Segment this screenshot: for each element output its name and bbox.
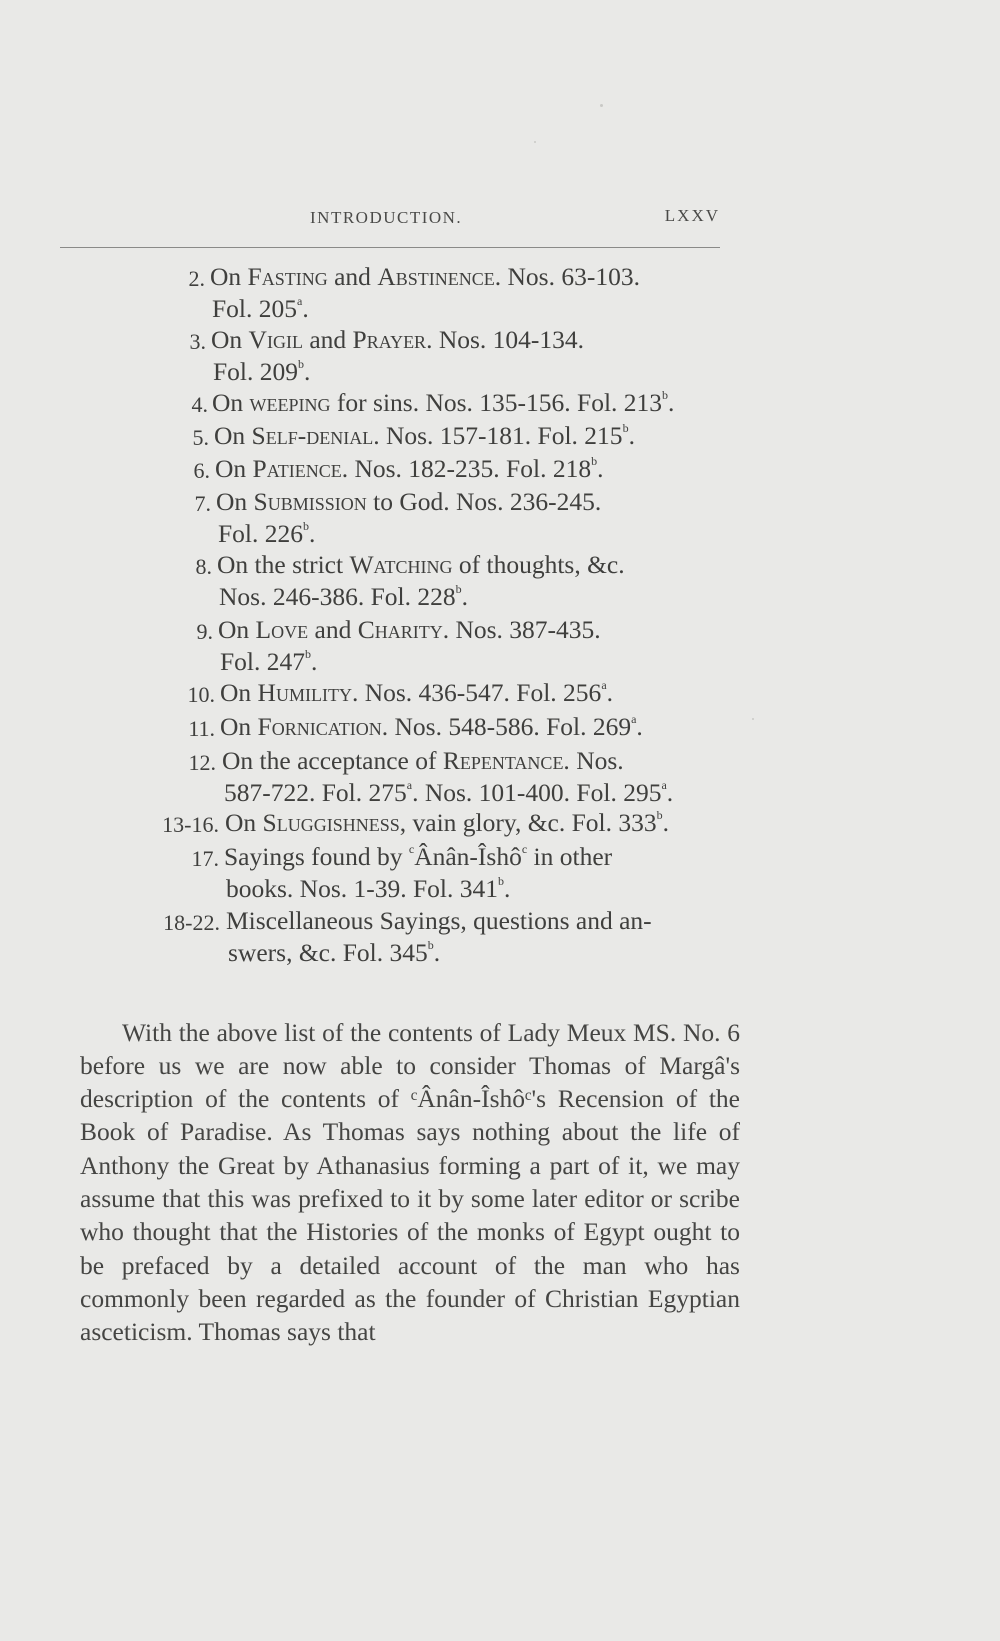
entry-text-run: On the acceptance of — [222, 746, 443, 775]
entry-text-run: . — [309, 519, 316, 548]
entry-continuation-line — [228, 936, 440, 970]
entry-number: 13-16. — [162, 812, 219, 837]
folio-superscript: b — [305, 647, 312, 661]
paper-speck — [752, 718, 754, 720]
entry-text-run: . — [606, 678, 614, 707]
entry-text-run: in other — [527, 842, 613, 871]
entry-text-run: Fol. 209 — [213, 357, 299, 386]
entry-line — [217, 548, 701, 582]
running-title: INTRODUCTION. — [310, 208, 463, 227]
entry-text-run: Nos. 548-586. Fol. 269 — [388, 712, 632, 741]
small-caps-subject: Abstinence. — [377, 262, 502, 291]
folio-superscript: a — [601, 678, 607, 692]
entry-number: 2. — [188, 266, 205, 291]
folio-superscript: a — [661, 778, 667, 792]
entry-number: 17. — [191, 846, 219, 871]
entry-text-run: and — [302, 325, 353, 354]
entry-number: 18-22. — [163, 910, 220, 935]
entry-line — [220, 710, 702, 744]
entry-text-run: Nos. — [569, 746, 624, 775]
folio-superscript: b — [498, 874, 505, 888]
entry-text-run: On — [214, 421, 252, 450]
paper-speck — [600, 104, 603, 107]
entry-text-run: books. Nos. 1-39. Fol. 341 — [226, 874, 499, 903]
entry-text-run: swers, &c. Fol. 345 — [228, 938, 428, 967]
entry-text-run: On — [215, 454, 253, 483]
entry-number: 5. — [192, 425, 209, 450]
folio-superscript: b — [427, 938, 434, 952]
folio-superscript: b — [656, 808, 663, 822]
entry-text-run: . — [311, 647, 318, 676]
entry-text-run: and — [308, 615, 358, 644]
entry-continuation-line — [226, 872, 510, 906]
entry-number: 7. — [194, 491, 211, 516]
small-caps-subject: Humility. — [257, 678, 359, 707]
entry-line — [220, 676, 702, 710]
entry-number: 4. — [191, 392, 208, 417]
entry-text-run: of thoughts, &c. — [452, 550, 625, 579]
paper-speck — [534, 141, 536, 143]
small-caps-subject: Sluggishness — [262, 808, 400, 837]
entry-number: 9. — [196, 619, 213, 644]
entry-text-run: Ânân-Îshô — [414, 842, 522, 871]
folio-superscript: c — [521, 842, 528, 856]
folio-superscript: b — [303, 519, 310, 533]
entry-text-run: On — [212, 388, 250, 417]
entry-text-run: Nos. 387-435. — [449, 615, 601, 644]
entry-text-run: Sayings found by — [224, 842, 409, 871]
entry-text-run: Miscellaneous Sayings, questions and an- — [226, 906, 652, 935]
entry-line — [214, 419, 698, 453]
header-rule — [60, 247, 720, 248]
entry-text-run: . — [636, 712, 643, 741]
entry-continuation-line — [219, 580, 468, 614]
entry-number: 8. — [195, 554, 212, 579]
entry-text-run: . — [668, 388, 675, 417]
entry-text-run: On the strict — [217, 550, 350, 579]
entry-text-run: On — [220, 678, 258, 707]
entry-text-run: for sins. Nos. 135-156. Fol. 213 — [330, 388, 663, 417]
entry-text-run: . Nos. 101-400. Fol. 295 — [412, 778, 662, 807]
entry-continuation-line — [218, 517, 315, 551]
entry-text-run: . — [461, 582, 468, 611]
entry-text-run: . — [666, 778, 674, 807]
small-caps-subject: Fornication. — [257, 712, 389, 741]
folio-superscript: a — [297, 294, 303, 308]
small-caps-subject: Vigil — [248, 325, 303, 354]
entry-number: 10. — [187, 682, 215, 707]
entry-text-run: On — [216, 487, 254, 516]
entry-text-run: 587-722. Fol. 275 — [224, 778, 407, 807]
entry-text-run: . — [304, 357, 311, 386]
running-head — [60, 200, 720, 230]
entry-text-run: . — [662, 808, 669, 837]
entry-line — [224, 840, 704, 874]
folio-superscript: b — [591, 454, 598, 468]
entry-line — [215, 452, 699, 486]
folio-superscript: c — [408, 842, 415, 856]
page-number: LXXV — [664, 206, 720, 225]
small-caps-subject: Fasting — [247, 262, 328, 291]
entry-text-run: and — [327, 262, 378, 291]
entry-line — [218, 613, 702, 647]
entry-text-run: to God. Nos. 236-245. — [366, 487, 602, 516]
entry-text-run: . — [433, 938, 441, 967]
entry-line — [225, 806, 703, 840]
small-caps-subject: Prayer. — [352, 325, 433, 354]
entry-line — [226, 904, 706, 938]
folio-superscript: b — [298, 357, 305, 371]
entry-text-run: . — [597, 454, 604, 483]
small-caps-subject: Charity. — [357, 615, 450, 644]
entry-line — [216, 485, 700, 519]
entry-text-run: . — [302, 294, 309, 323]
entry-text-run: Fol. 205 — [212, 294, 298, 323]
entry-number: 3. — [189, 329, 206, 354]
entry-text-run: On — [218, 615, 256, 644]
small-caps-subject: weeping — [249, 388, 331, 417]
entry-continuation-line — [224, 776, 673, 810]
small-caps-subject: Repentance. — [442, 746, 570, 775]
folio-superscript: a — [631, 712, 637, 726]
small-caps-subject: Love — [255, 615, 309, 644]
entry-text-run: . — [628, 421, 635, 450]
small-caps-subject: Patience. — [252, 454, 349, 483]
entry-text-run: Nos. 63-103. — [501, 262, 640, 291]
small-caps-subject: Self-denial. — [251, 421, 380, 450]
entry-text-run: , vain glory, &c. Fol. 333 — [399, 808, 657, 837]
entry-text-run: Nos. 157-181. Fol. 215 — [379, 421, 623, 450]
entry-text-run: Fol. 226 — [218, 519, 304, 548]
small-caps-subject: Submission — [253, 487, 367, 516]
entry-text-run: Nos. 246-386. Fol. 228 — [219, 582, 456, 611]
body-paragraph: With the above list of the contents of Lady Meux MS. No. 6 before us we are now able to consider Thomas of Margâ's description of the contents of ᶜÂnân-Îshôᶜ's Recension of the Book of Paradise. As Thomas says nothing about the life of Anthony the Great by Athanasius forming a part of it, we may assume that this was prefixed to it by some later editor or scribe who thought that the Histories of the monks of Egypt ought to be prefaced by a detailed account of the man who has commonly been regarded as the founder of Christian Egyptian asceticism. Thomas says that — [80, 1017, 740, 1347]
entry-text-run: On — [225, 808, 263, 837]
entry-text-run: Fol. 247 — [220, 647, 306, 676]
entry-text-run: On — [210, 262, 248, 291]
entry-line — [210, 260, 690, 294]
folio-superscript: b — [662, 388, 669, 402]
small-caps-subject: Watching — [349, 550, 453, 579]
entry-line — [222, 744, 704, 778]
entry-text-run: . — [504, 874, 511, 903]
entry-text-run: Nos. 104-134. — [432, 325, 585, 354]
entry-text-run: On — [211, 325, 249, 354]
entry-text-run: Nos. 182-235. Fol. 218 — [348, 454, 592, 483]
entry-number: 6. — [193, 458, 210, 483]
entry-number: 12. — [188, 750, 216, 775]
entry-line — [211, 323, 691, 357]
folio-superscript: a — [406, 778, 413, 792]
entry-continuation-line — [213, 355, 310, 389]
entry-text-run: On — [220, 712, 258, 741]
entry-continuation-line — [220, 645, 317, 679]
folio-superscript: b — [622, 421, 629, 435]
entry-continuation-line — [212, 292, 309, 326]
entry-number: 11. — [188, 716, 215, 741]
folio-superscript: b — [455, 582, 462, 596]
entry-line — [212, 386, 696, 420]
entry-text-run: Nos. 436-547. Fol. 256 — [358, 678, 602, 707]
